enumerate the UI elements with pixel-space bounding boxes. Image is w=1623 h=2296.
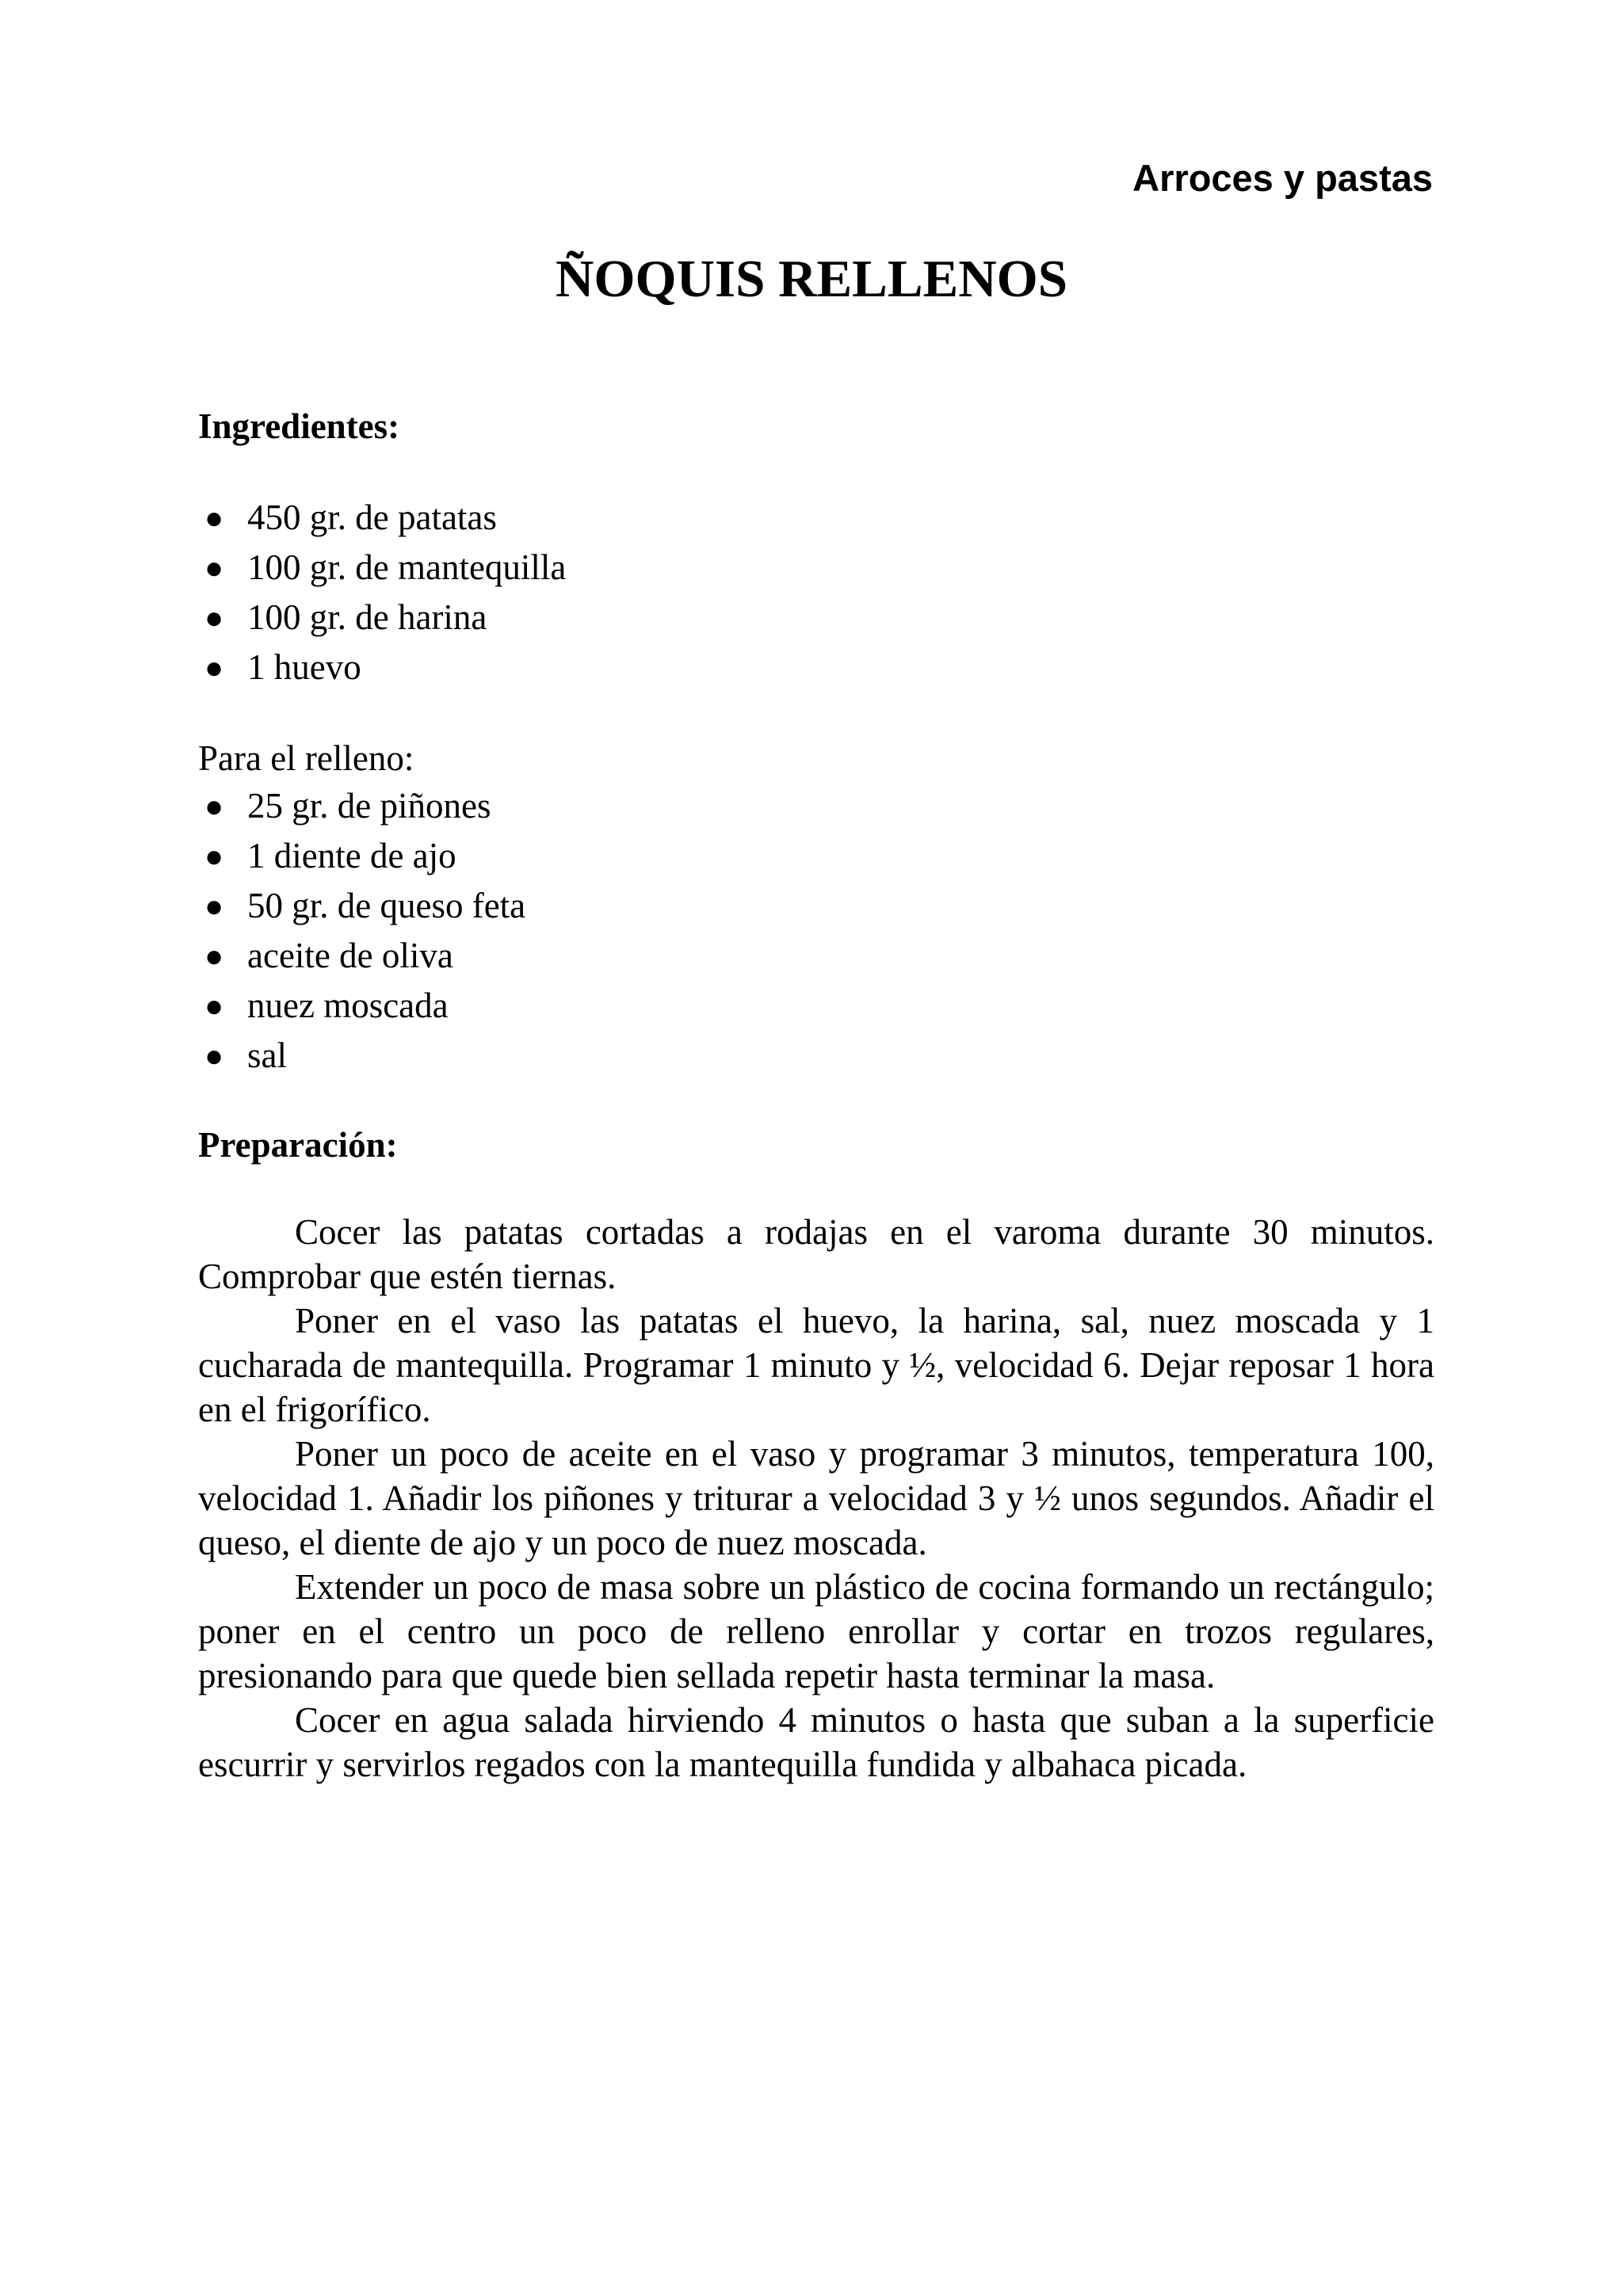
list-item bbox=[198, 831, 525, 881]
list-item bbox=[198, 493, 566, 543]
bullet-icon: ● bbox=[204, 500, 224, 536]
list-item bbox=[198, 781, 525, 831]
ingredient-text: 450 gr. de patatas bbox=[247, 498, 497, 537]
list-item bbox=[198, 981, 525, 1031]
bullet-icon: ● bbox=[204, 988, 224, 1024]
bullet-icon: ● bbox=[204, 938, 224, 974]
bullet-icon: ● bbox=[204, 1038, 224, 1074]
ingredient-text: 1 huevo bbox=[247, 647, 361, 687]
list-item bbox=[198, 643, 566, 692]
page-title: ÑOQUIS RELLENOS bbox=[556, 250, 1067, 308]
ingredient-text: aceite de oliva bbox=[247, 936, 453, 975]
ingredients-list bbox=[198, 493, 566, 692]
category-label: Arroces y pastas bbox=[1132, 157, 1433, 199]
bullet-icon: ● bbox=[204, 550, 224, 585]
bullet-icon: ● bbox=[204, 838, 224, 874]
bullet-icon: ● bbox=[204, 888, 224, 924]
list-item bbox=[198, 881, 525, 931]
preparation-heading: Preparación: bbox=[198, 1125, 398, 1165]
bullet-icon: ● bbox=[204, 650, 224, 685]
preparation-text bbox=[198, 1210, 1434, 1787]
ingredient-text: 100 gr. de mantequilla bbox=[247, 547, 567, 587]
ingredient-text: sal bbox=[247, 1035, 287, 1075]
list-item bbox=[198, 593, 566, 643]
ingredients-heading: Ingredientes: bbox=[198, 406, 400, 446]
list-item bbox=[198, 1031, 525, 1081]
bullet-icon: ● bbox=[204, 600, 224, 635]
preparation-step: Extender un poco de masa sobre un plástico de cocina formando un rectángulo; poner en el centro un poco de relleno enrollar y cortar en trozos regulares, presionando para que quede bien sellada repetir hasta terminar la masa. bbox=[198, 1567, 1434, 1695]
list-item bbox=[198, 543, 566, 593]
ingredient-text: 50 gr. de queso feta bbox=[247, 886, 526, 925]
ingredient-text: 25 gr. de piñones bbox=[247, 786, 491, 826]
filling-list bbox=[198, 781, 525, 1081]
preparation-step: Poner un poco de aceite en el vaso y programar 3 minutos, temperatura 100, velocidad 1. Añadir los piñones y triturar a velocidad 3 y ½ unos segundos. Añadir el queso, el diente de ajo y un poco de nuez moscada. bbox=[198, 1434, 1434, 1562]
ingredient-text: 1 diente de ajo bbox=[247, 836, 456, 875]
list-item bbox=[198, 931, 525, 981]
preparation-step: Cocer en agua salada hirviendo 4 minutos o hasta que suban a la superficie escurrir y servirlos regados con la mantequilla fundida y albahaca picada. bbox=[198, 1700, 1434, 1784]
preparation-step: Poner en el vaso las patatas el huevo, la harina, sal, nuez moscada y 1 cucharada de mantequilla. Programar 1 minuto y ½, velocidad 6. Dejar reposar 1 hora en el frigorífico. bbox=[198, 1301, 1434, 1429]
ingredient-text: 100 gr. de harina bbox=[247, 597, 487, 637]
preparation-step: Cocer las patatas cortadas a rodajas en el varoma durante 30 minutos. Comprobar que estén tiernas. bbox=[198, 1212, 1434, 1296]
filling-label: Para el relleno: bbox=[198, 738, 414, 778]
ingredient-text: nuez moscada bbox=[247, 986, 449, 1025]
bullet-icon: ● bbox=[204, 788, 224, 824]
